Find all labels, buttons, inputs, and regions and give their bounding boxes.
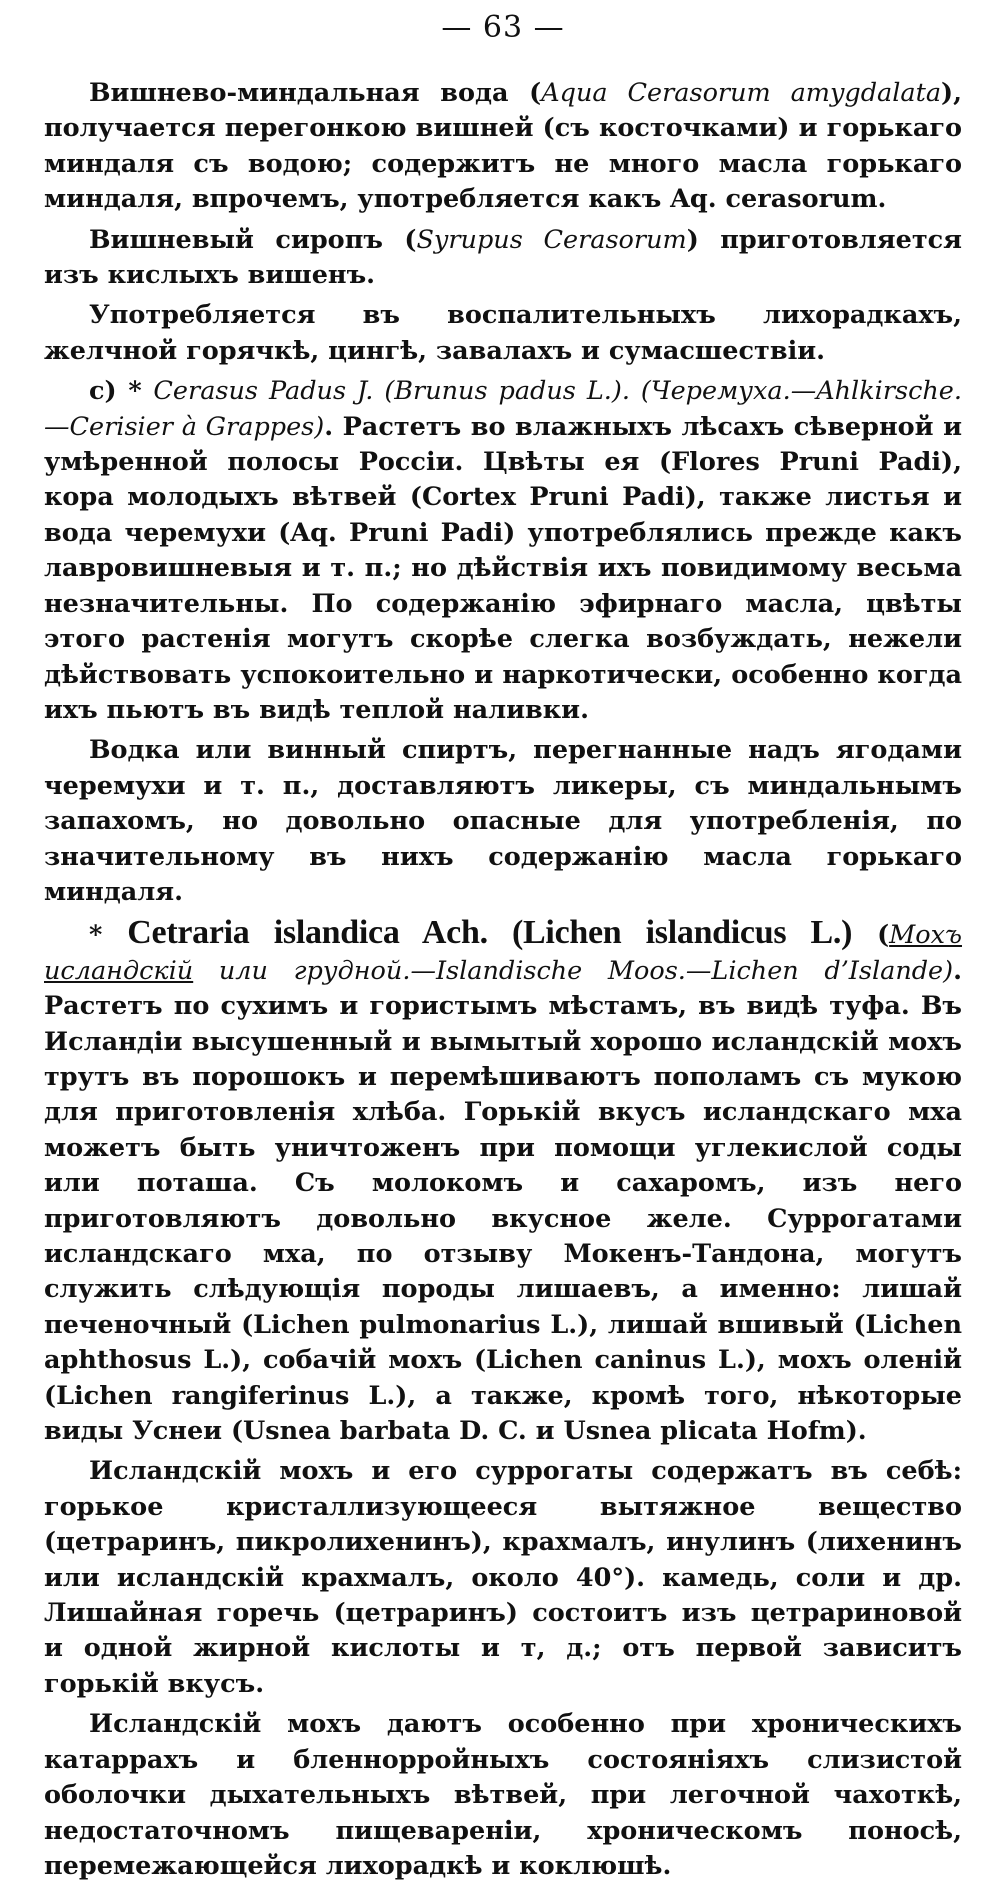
latin-name: Syrupus Cerasorum xyxy=(416,224,687,255)
common-name: Мохъ исландскій xyxy=(44,920,962,986)
text-run: Вишнево-миндальная вода ( xyxy=(89,78,542,108)
paragraph-cherry-syrup xyxy=(44,223,962,294)
paragraph-cetraria-islandica xyxy=(44,915,962,1449)
paragraph-usage xyxy=(44,298,962,369)
text-run: Исландскій мохъ даютъ особенно при хроническихъ катаррахъ и бленнорройныхъ состояніяхъ слизистой оболочки дыхательныхъ вѣтвей, при легочной чахоткѣ, недостаточномъ пищевареніи, хроническомъ поносѣ, перемежающейся лихорадкѣ и коклюшѣ. xyxy=(44,1709,962,1881)
latin-name: Cerasus Padus J. (Brunus padus L.). (Черемуха.—Ahlkirsche.—Cerisier à Grappes) xyxy=(44,376,962,442)
text-run: ( xyxy=(852,920,890,951)
paragraph-cherry-almond-water xyxy=(44,76,962,218)
text-run: Употребляется въ воспалительныхъ лихорадкахъ, желчной горячкѣ, цингѣ, завалахъ и сумасшествіи. xyxy=(44,300,962,366)
text-run: . Растетъ по сухимъ и гористымъ мѣстамъ, въ видѣ туфа. Въ Исландіи высушенный и вымытый хорошо исландскій мохъ трутъ въ порошокъ и перемѣшиваютъ пополамъ съ мукою для приготовленія хлѣба. Горькій вкусъ исландскаго мха можетъ быть уничтоженъ при помощи углекислой соды или поташа. Съ молокомъ и сахаромъ, изъ него приготовляютъ довольно вкусное желе. Суррогатами исландскаго мха, по отзыву Мокенъ-Тандона, могутъ служить слѣдующія породы лишаевъ, а именно: лишай печеночный (Lichen pulmonarius L.), лишай вшивый (Lichen aphthosus L.), собачій мохъ (Lichen caninus L.), мохъ оленій (Lichen rangiferinus L.), а также, кромѣ того, нѣкоторые виды Уснеи (Usnea barbata D. C. и Usnea plicata Hofm). xyxy=(44,955,962,1447)
text-run: Исландскій мохъ и его суррогаты содержатъ въ себѣ: горькое кристаллизующееся вытяжное вещество (цетраринъ, пикролихенинъ), крахмалъ, инулинъ (лихенинъ или исландскій крахмалъ, около 40°). камедь, соли и др. Лишайная горечь (цетраринъ) состоитъ изъ цетрариновой и одной жирной кислоты и т, д.; отъ первой зависитъ горькій вкусъ. xyxy=(44,1456,962,1699)
text-run: Вишневый сиропъ ( xyxy=(89,224,417,255)
text-run: . Растетъ во влажныхъ лѣсахъ сѣверной и умѣренной полосы Россіи. Цвѣты ея (Flores Pruni Padi), кора молодыхъ вѣтвей (Cortex Pruni Padi), также листья и вода черемухи (Aq. Pruni Padi) употреблялись прежде какъ лавровишневыя и т. п.; но дѣйствія ихъ повидимому весьма незначительны. По содержанію эфирнаго масла, цвѣты этого растенія могутъ скорѣе слегка возбуждать, нежели дѣйствовать успокоительно и наркотически, особенно когда ихъ пьютъ въ видѣ теплой наливки. xyxy=(44,411,962,725)
text-run: c) * xyxy=(89,376,154,407)
paragraph-indications xyxy=(44,1707,962,1884)
text-run: ) приготовляется изъ кислыхъ вишенъ. xyxy=(44,224,962,291)
text-run: Водка или винный спиртъ, перегнанные надъ ягодами черемухи и т. п., доставляютъ ликеры, съ миндальнымъ запахомъ, но довольно опасные для употребленія, по значительному въ нихъ содержанію масла горькаго миндаля. xyxy=(44,735,962,907)
paragraph-vodka-liqueur xyxy=(44,733,962,910)
paragraph-composition xyxy=(44,1454,962,1702)
latin-name: Aqua Cerasorum amygdalata xyxy=(541,78,942,108)
text-run: ), получается перегонкою вишней (съ косточками) и горькаго миндаля съ водою; содержитъ не много масла горькаго миндаля, впрочемъ, употребляется какъ Aq. cerasorum. xyxy=(44,78,962,215)
synonyms: или грудной.—Islandische Moos.—Lichen d’Islande) xyxy=(193,955,954,986)
text-run: * xyxy=(89,920,128,951)
paragraph-cerasus-padus xyxy=(44,374,962,728)
page-number: — 63 — xyxy=(441,10,565,45)
entry-heading: Cetraria islandica Ach. (Lichen islandicus L.) xyxy=(127,914,853,952)
